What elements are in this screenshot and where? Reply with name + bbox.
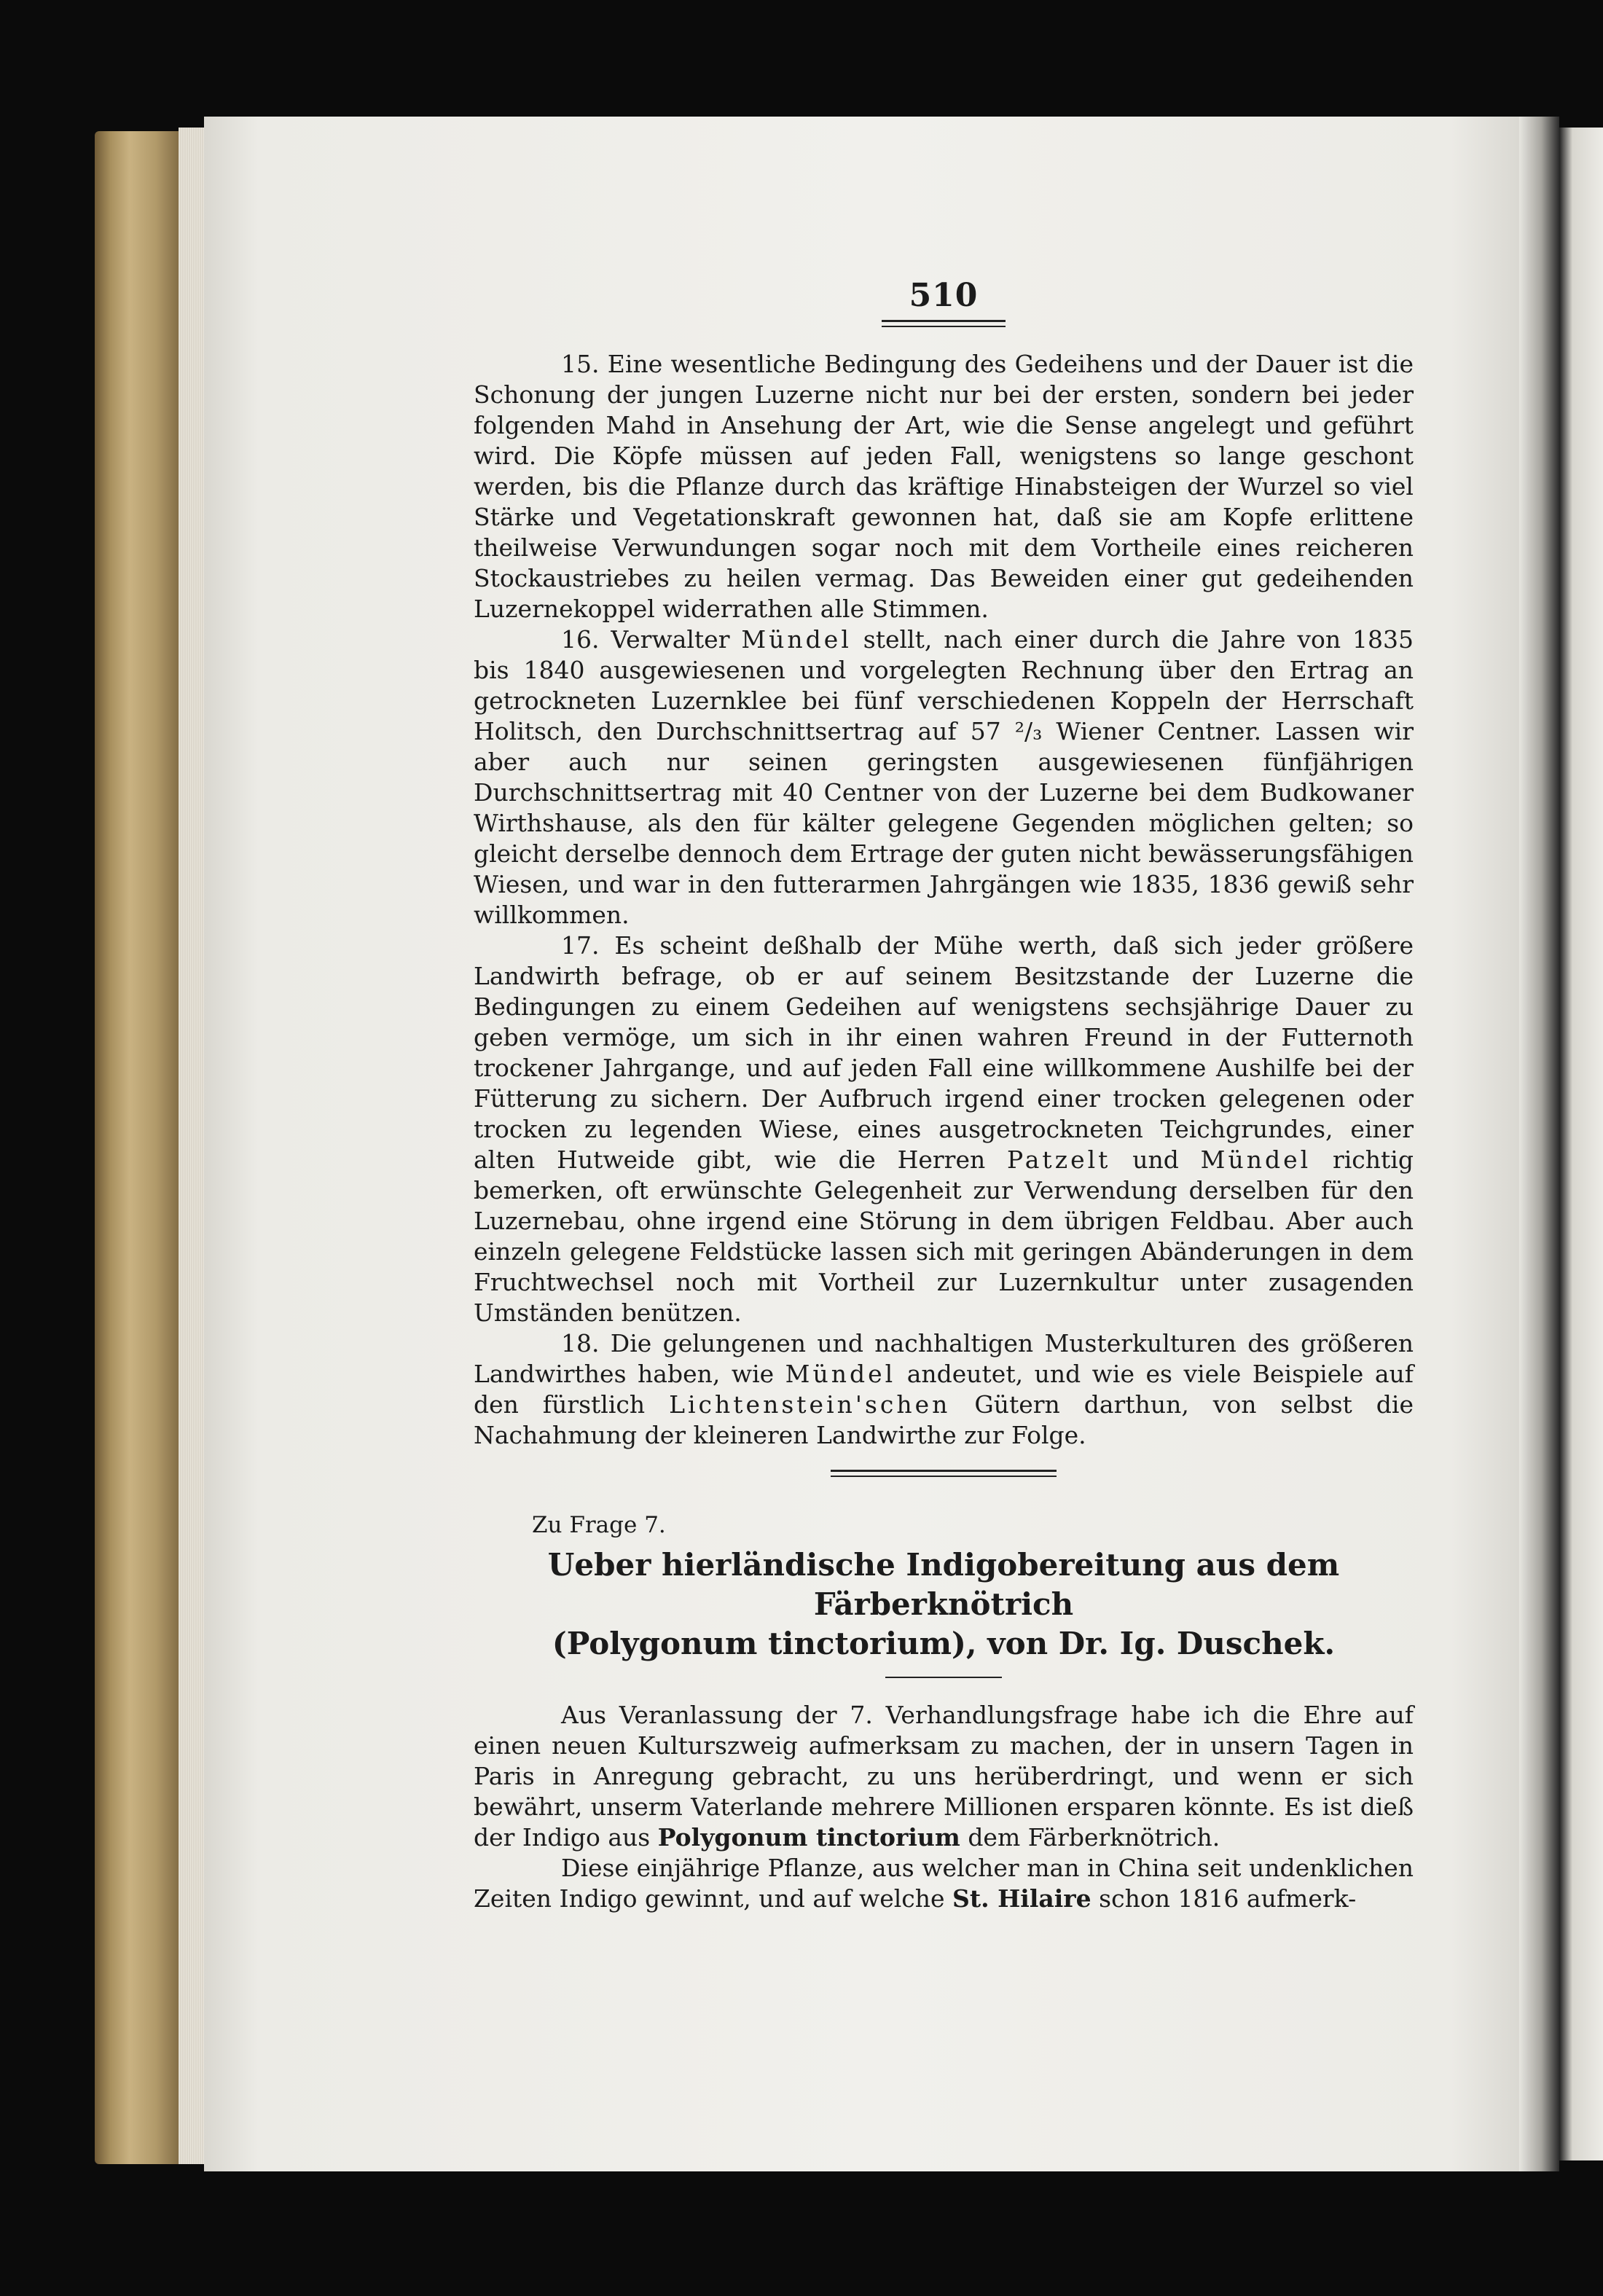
text-run: 16. Verwalter — [561, 625, 730, 654]
page-number: 510 — [909, 277, 979, 314]
page-gutter — [1519, 117, 1559, 2171]
text-run: 18. Die gelungenen und nachhaltigen Musterkulturen des größeren Landwirthes haben, wie — [474, 1329, 1414, 1388]
botanical-term: Polygonum tinctorium — [657, 1823, 960, 1852]
book-cover-edge — [95, 131, 182, 2164]
paragraph-17 — [474, 930, 1414, 1328]
article-title-line-2: (Polygonum tinctorium), von Dr. Ig. Duschek. — [552, 1626, 1336, 1661]
person-name: St. Hilaire — [952, 1884, 1091, 1913]
text-run: Diese einjährige Pflanze, aus welcher man in China seit undenklichen Zeiten Indigo gewinnt, und auf welche — [474, 1854, 1414, 1913]
page-number-rule — [882, 320, 1006, 327]
text-run: andeutet, und wie es viele Beispiele auf den fürstlich — [474, 1360, 1414, 1419]
text-run: Aus Veranlassung der 7. Verhandlungsfrage habe ich die Ehre auf einen neuen Kulturszweig aufmerksam zu machen, der in unsern Tagen in Paris in Anregung gebracht, zu uns herüberdringt, und wenn er sich bewährt, unserm Vaterlande mehrere Millionen ersparen könnte. Es ist dieß der Indigo aus — [474, 1701, 1414, 1852]
text-run: dem Färberknötrich. — [968, 1823, 1220, 1852]
section-divider — [831, 1470, 1057, 1477]
article-title — [474, 1545, 1414, 1664]
text-run: Gütern darthun, von selbst die Nachahmung der kleineren Landwirthe zur Folge. — [474, 1390, 1414, 1449]
paragraph-18 — [474, 1328, 1414, 1451]
person-name: Lichtenstein'schen — [669, 1390, 951, 1419]
title-rule — [885, 1677, 1002, 1678]
person-name: Mündel — [1200, 1145, 1312, 1174]
text-run: stellt, nach einer durch die Jahre von 1835 bis 1840 ausgewiesenen und vorgelegten Rechnung über den Ertrag an getrockneten Luzernklee bei fünf verschiedenen Koppeln der Herrschaft Holitsch, den Durchschnittsertrag auf 57 ²/₃ Wiener Centner. Lassen wir aber auch nur seinen geringsten ausgewiesenen fünfjährigen Durchschnittsertrag mit 40 Centner von der Luzerne bei dem Budkowaner Wirthshause, als den für kälter gelegene Gegenden möglichen gelten; so gleicht derselbe dennoch dem Ertrage der guten nicht bewässerungsfähigen Wiesen, und war in den futterarmen Jahrgängen wie 1835, 1836 gewiß sehr willkommen. — [474, 625, 1414, 929]
article-paragraph-2 — [474, 1853, 1414, 1914]
article-paragraph-1 — [474, 1700, 1414, 1853]
text-run: 17. Es scheint deßhalb der Mühe werth, daß sich jeder größere Landwirth befrage, ob er auf seinem Besitzstande der Luzerne die Bedingungen zu einem Gedeihen auf wenigstens sechsjährige Dauer zu geben vermöge, um sich in ihr einen wahren Freund in der Futternoth trockener Jahrgange, und auf jeden Fall eine willkommene Aushilfe bei der Fütterung zu sichern. Der Aufbruch irgend einer trocken gelegenen oder trocken zu legenden Wiese, eines ausgetrockneten Teichgrundes, einer alten Hutweide gibt, wie die Herren — [474, 931, 1414, 1174]
page-content — [474, 277, 1414, 1914]
text-run: richtig bemerken, oft erwünschte Gelegenheit zur Verwendung derselben für den Luzernebau, ohne irgend eine Störung in dem übrigen Feldbau. Aber auch einzeln gelegene Feldstücke lassen sich mit geringen Abänderungen in dem Fruchtwechsel noch mit Vortheil zur Luzernkultur unter zusagenden Umständen benützen. — [474, 1145, 1414, 1327]
text-run: schon 1816 aufmerk- — [1099, 1884, 1357, 1913]
person-name: Mündel — [741, 625, 852, 654]
question-reference: Zu Frage 7. — [532, 1512, 666, 1538]
paragraph-16 — [474, 624, 1414, 930]
paragraph-15: 15. Eine wesentliche Bedingung des Gedeihens und der Dauer ist die Schonung der jungen Luzerne nicht nur bei der ersten, sondern bei jeder folgenden Mahd in Ansehung der Art, wie die Sense angelegt und geführt wird. Die Köpfe müssen auf jeden Fall, wenigstens so lange geschont werden, bis die Pflanze durch das kräftige Hinabsteigen der Wurzel so viel Stärke und Vegetationskraft gewonnen hat, daß sie am Kopfe erlittene theilweise Verwundungen sogar noch mit dem Vortheile eines reicheren Stockaustriebes zu heilen vermag. Das Beweiden einer gut gedeihenden Luzernekoppel widerrathen alle Stimmen. — [474, 350, 1414, 623]
facing-page-edge — [1559, 128, 1603, 2160]
person-name: Patzelt — [1007, 1145, 1111, 1174]
person-name: Mündel — [785, 1360, 896, 1388]
text-run: und — [1132, 1145, 1179, 1174]
article-title-line-1: Ueber hierländische Indigobereitung aus dem Färberknötrich — [547, 1547, 1340, 1622]
page-edges — [179, 128, 208, 2164]
